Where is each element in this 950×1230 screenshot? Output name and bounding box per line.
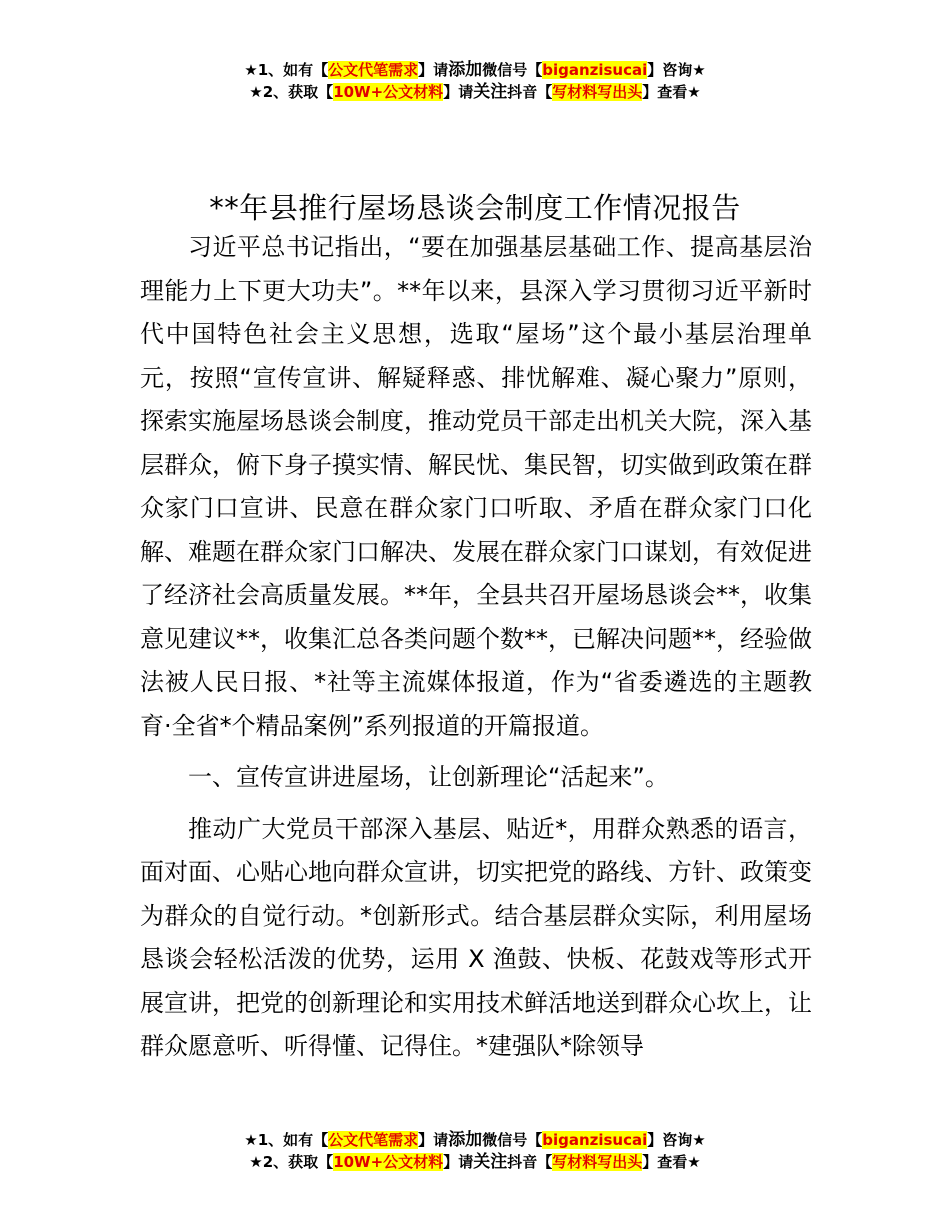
banner-text: 】请 xyxy=(443,83,474,101)
banner-text: 】请 xyxy=(418,61,449,79)
banner-text: 抖音【 xyxy=(507,83,553,101)
banner-highlight: biganzisucai xyxy=(542,61,648,79)
intro-paragraph: 习近平总书记指出，“要在加强基层基础工作、提高基层治理能力上下更大功夫”。**年以来，县深入学习贯彻习近平新时代中国特色社会主义思想，选取“屋场”这个最小基层治理单元，按照“宣传宣讲、解疑释惑、排忧解难、凝心聚力”原则，探索实施屋场恳谈会制度，推动党员干部走出机关大院，深入基层群众，俯下身子摸实情、解民忧、集民智，切实做到政策在群众家门口宣讲、民意在群众家门口听取、矛盾在群众家门口化解、难题在群众家门口解决、发展在群众家门口谋划，有效促进了经济社会高质量发展。**年，全县共召开屋场恳谈会**，收集意见建议**，收集汇总各类问题个数**，已解决问题**，经验做法被人民日报、*社等主流媒体报道，作为“省委遴选的主题教育·全省*个精品案例”系列报道的开篇报道。 xyxy=(140,233,812,740)
banner-text: 】咨询★ xyxy=(647,1131,706,1149)
banner-text: 抖音【 xyxy=(507,1153,553,1171)
banner-text: 微信号【 xyxy=(482,1131,543,1149)
banner-text: 】查看★ xyxy=(642,1153,701,1171)
section-1-paragraph: 推动广大党员干部深入基层、贴近*，用群众熟悉的语言，面对面、心贴心地向群众宣讲，切实把党的路线、方针、政策变为群众的自觉行动。*创新形式。结合基层群众实际，利用屋场恳谈会轻松活泼的优势，运用 X 渔鼓、快板、花鼓戏等形式开展宣讲，把党的创新理论和实用技术鲜活地送到群众心坎上，让群众愿意听、听得懂、记得住。*建强队*除领导 xyxy=(140,814,812,1060)
banner-text: ★2、获取【 xyxy=(249,1153,334,1171)
banner-text: 微信号【 xyxy=(482,61,543,79)
banner-text: 】请 xyxy=(443,1153,474,1171)
banner-text: 】查看★ xyxy=(642,83,701,101)
banner-text: 】咨询★ xyxy=(647,61,706,79)
banner-line-1 xyxy=(0,1129,950,1151)
banner-highlight: 公文代笔需求 xyxy=(328,1131,419,1149)
document-title: **年县推行屋场恳谈会制度工作情况报告 xyxy=(209,191,741,226)
banner-text: 】请 xyxy=(418,1131,449,1149)
section-1-heading: 一、宣传宣讲进屋场，让创新理论“活起来”。 xyxy=(188,763,669,791)
banner-line-1 xyxy=(0,59,950,81)
banner-highlight: 写材料写出头 xyxy=(552,83,643,101)
banner-emphasis: 关注 xyxy=(473,82,508,102)
banner-line-2 xyxy=(0,1151,950,1173)
document-body xyxy=(140,226,812,1069)
banner-highlight: biganzisucai xyxy=(542,1131,648,1149)
banner-emphasis: 添加 xyxy=(448,1130,483,1150)
banner-emphasis: 关注 xyxy=(473,1152,508,1172)
top-banner xyxy=(0,59,950,103)
banner-highlight: 写材料写出头 xyxy=(552,1153,643,1171)
banner-text: ★1、如有【 xyxy=(244,1131,329,1149)
banner-highlight: 公文代笔需求 xyxy=(328,61,419,79)
banner-text: ★1、如有【 xyxy=(244,61,329,79)
bottom-banner xyxy=(0,1129,950,1173)
banner-text: ★2、获取【 xyxy=(249,83,334,101)
banner-highlight: 10W+公文材料 xyxy=(333,83,444,101)
banner-highlight: 10W+公文材料 xyxy=(333,1153,444,1171)
banner-line-2 xyxy=(0,81,950,103)
banner-emphasis: 添加 xyxy=(448,60,483,80)
